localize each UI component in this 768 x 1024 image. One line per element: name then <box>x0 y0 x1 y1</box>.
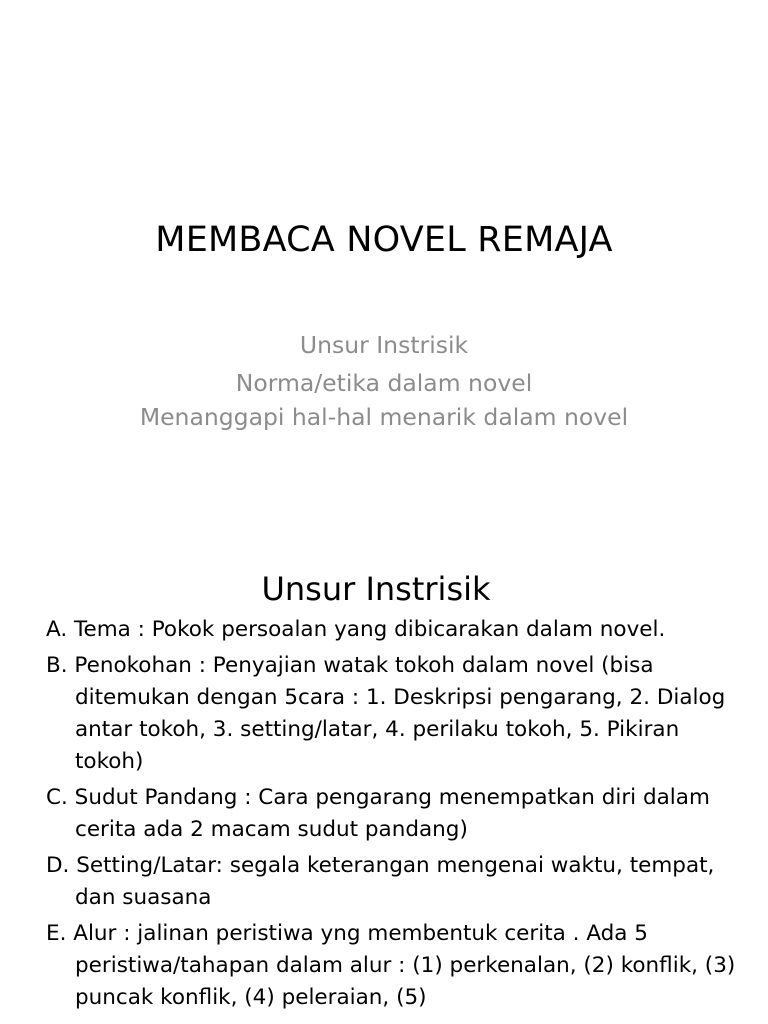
point-list <box>46 614 746 1018</box>
slide-title: MEMBACA NOVEL REMAJA <box>155 220 613 260</box>
subtitle-line: Menanggapi hal-hal menarik dalam novel <box>139 403 629 431</box>
point-item: A. Tema : Pokok persoalan yang dibicarakan dalam novel. <box>46 617 666 642</box>
point-item: D. Setting/Latar: segala keterangan mengenai waktu, tempat, dan suasana <box>46 853 715 910</box>
subtitle-line: Norma/etika dalam novel <box>235 369 533 397</box>
subtitle-line: Unsur Instrisik <box>299 331 469 359</box>
point-item: C. Sudut Pandang : Cara pengarang menempatkan diri dalam cerita ada 2 macam sudut pandang) <box>46 785 710 842</box>
subtitle-block <box>134 326 634 432</box>
section-title: Unsur Instrisik <box>261 570 491 608</box>
point-item: B. Penokohan : Penyajian watak tokoh dalam novel (bisa ditemukan dengan 5cara : 1. Deskripsi pengarang, 2. Dialog antar tokoh, 3. setting/latar, 4. perilaku tokoh, 5. Pikiran tokoh) <box>46 653 726 774</box>
point-item: E. Alur : jalinan peristiwa yng membentuk cerita . Ada 5 peristiwa/tahapan dalam alur : (1) perkenalan, (2) konflik, (3) puncak konflik, (4) peleraian, (5) <box>46 921 736 1010</box>
